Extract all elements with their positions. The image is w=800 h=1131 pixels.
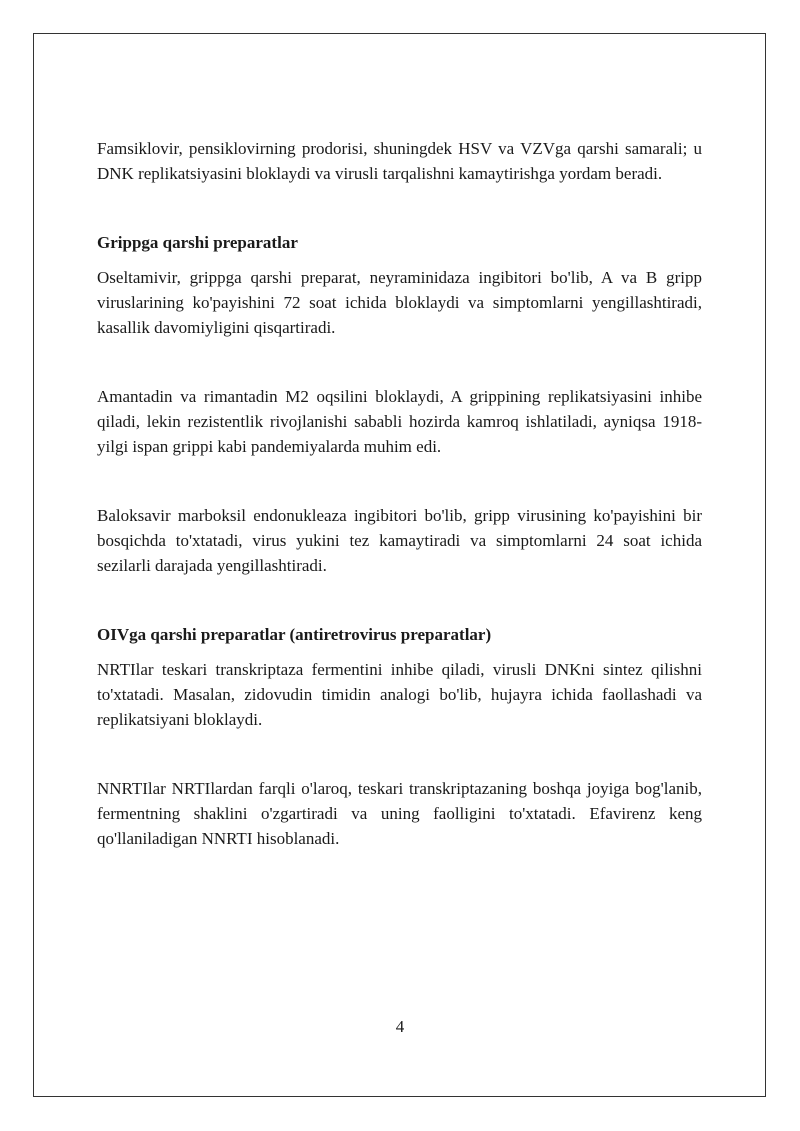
- paragraph-nrti: NRTIlar teskari transkriptaza fermentini inhibe qiladi, virusli DNKni sintez qilishni to'xtatadi. Masalan, zidovudin timidin analogi bo'lib, hujayra ichida faollashadi va replikatsiyani bloklaydi.: [97, 660, 702, 729]
- page-number: 4: [395, 1017, 405, 1036]
- section-heading-grippga: Grippga qarshi preparatlar: [97, 233, 298, 252]
- paragraph-famsiklovir: Famsiklovir, pensiklovirning prodorisi, shuningdek HSV va VZVga qarshi samarali; u DNK replikatsiyasini bloklaydi va virusli tarqalishni kamaytirishga yordam beradi.: [97, 139, 702, 183]
- paragraph-baloksavir: Baloksavir marboksil endonukleaza ingibitori bo'lib, gripp virusining ko'payishini bir bosqichda to'xtatadi, virus yukini tez kamaytiradi va simptomlarni 24 soat ichida sezilarli darajada yengillashtiradi.: [97, 506, 702, 575]
- page-content: [97, 136, 702, 851]
- paragraph-nnrti: NNRTIlar NRTIlardan farqli o'laroq, teskari transkriptazaning boshqa joyiga bog'lanib, fermentning shaklini o'zgartiradi va uning faolligini to'xtatadi. Efavirenz keng qo'llaniladigan NNRTI hisoblanadi.: [97, 779, 702, 848]
- section-heading-oiv: OIVga qarshi preparatlar (antiretrovirus preparatlar): [97, 625, 492, 644]
- paragraph-amantadin: Amantadin va rimantadin M2 oqsilini bloklaydi, A grippining replikatsiyasini inhibe qiladi, lekin rezistentlik rivojlanishi sababli hozirda kamroq ishlatiladi, ayniqsa 1918-yilgi ispan grippi kabi pandemiyalarda muhim edi.: [97, 387, 702, 456]
- paragraph-oseltamivir: Oseltamivir, grippga qarshi preparat, neyraminidaza ingibitori bo'lib, A va B gripp viruslarining ko'payishini 72 soat ichida bloklaydi va simptomlarni yengillashtiradi, kasallik davomiyligini qisqartiradi.: [97, 268, 702, 337]
